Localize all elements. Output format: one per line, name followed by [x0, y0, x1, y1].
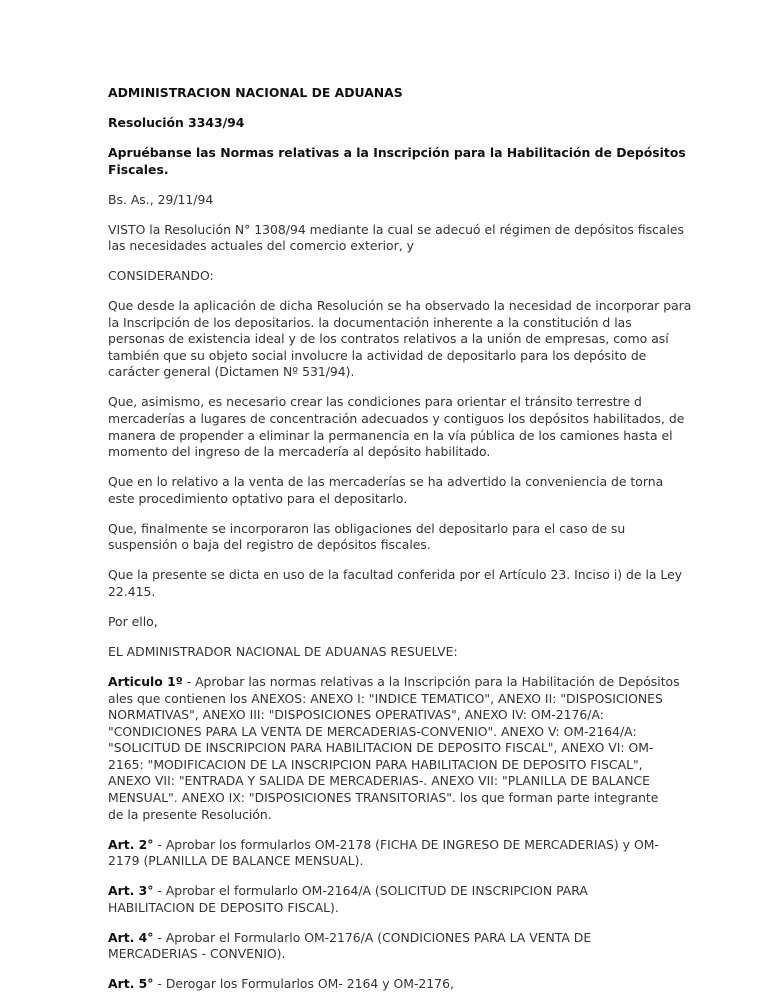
- line-text: las necesidades actuales del comercio exterior, y: [108, 238, 414, 254]
- text-line: [108, 790, 688, 807]
- document-body: [108, 85, 692, 1006]
- paragraph: [108, 614, 688, 631]
- text-line: [108, 115, 688, 132]
- line-text: - Aprobar las normas relativas a la Inscripción para la Habilitación de Depósitos: [182, 673, 680, 689]
- text-line: [108, 757, 688, 774]
- line-text: también que su objeto social involucre la actividad de depositarlo para los depósito de: [108, 347, 647, 363]
- text-line: [108, 331, 688, 348]
- paragraph: [108, 394, 688, 460]
- text-line: [108, 521, 688, 538]
- text-line: [108, 394, 688, 411]
- line-text: Que la presente se dicta en uso de la facultad conferida por el Artículo 23. Inciso i) de la Ley: [108, 567, 683, 583]
- line-text: suspensión o baja del registro de depósitos fiscales.: [108, 537, 431, 553]
- text-line: [108, 315, 688, 332]
- paragraph: [108, 474, 688, 507]
- text-line: [108, 411, 688, 428]
- article-paragraph: [108, 837, 688, 870]
- line-text: Que, asimismo, es necesario crear las condiciones para orientar el tránsito terrestre d: [108, 394, 642, 410]
- document-heading: [108, 85, 688, 102]
- line-text: VISTO la Resolución N° 1308/94 mediante la cual se adecuó el régimen de depósitos fiscales: [108, 221, 684, 237]
- line-text: - Derogar los Formularlos OM- 2164 y OM-2176,: [153, 976, 454, 992]
- line-text: CONSIDERANDO:: [108, 268, 214, 284]
- paragraph: [108, 268, 688, 285]
- text-line: [108, 946, 688, 963]
- text-line: [108, 444, 688, 461]
- line-text: la Inscripción de los depositarios. la documentación inherente a la constitución d las: [108, 314, 632, 330]
- paragraph: [108, 644, 688, 661]
- text-line: [108, 930, 688, 947]
- text-line: [108, 976, 688, 993]
- line-text: MENSUAL". ANEXO IX: "DISPOSICIONES TRANSITORIAS". los que forman parte integrante: [108, 790, 659, 806]
- document-heading: [108, 115, 688, 132]
- text-line: [108, 674, 688, 691]
- line-text: Bs. As., 29/11/94: [108, 191, 214, 207]
- line-text: este procedimiento optativo para el depositarlo.: [108, 490, 408, 506]
- text-line: [108, 773, 688, 790]
- text-line: [108, 298, 692, 315]
- text-line: [108, 145, 688, 162]
- text-line: [108, 348, 688, 365]
- line-text: MERCADERIAS - CONVENIO).: [108, 946, 286, 962]
- line-text: mercaderías a lugares de concentración adecuados y contiguos los depósitos habilitados, de: [108, 411, 685, 427]
- article-number: Art. 4°: [108, 929, 154, 945]
- text-line: [108, 707, 688, 724]
- line-text: Apruébanse las Normas relativas a la Inscripción para la Habilitación de Depósitos: [108, 144, 686, 160]
- article-number: Articulo 1º: [108, 673, 183, 689]
- line-text: carácter general (Dictamen Nº 531/94).: [108, 364, 355, 380]
- line-text: de la presente Resolución.: [108, 806, 272, 822]
- line-text: Que en lo relativo a la venta de las mercaderías se ha advertido la conveniencia de torna: [108, 474, 664, 490]
- line-text: Que, finalmente se incorporaron las obligaciones del depositarlo para el caso de su: [108, 520, 626, 536]
- article-paragraph: [108, 674, 688, 823]
- article-paragraph: [108, 930, 688, 963]
- line-text: 2165: "MODIFICACION DE LA INSCRIPCION PARA HABILITACION DE DEPOSITO FISCAL",: [108, 756, 643, 772]
- line-text: - Aprobar el formularlo OM-2164/A (SOLICITUD DE INSCRIPCION PARA: [153, 883, 588, 899]
- paragraph: [108, 521, 688, 554]
- line-text: Por ello,: [108, 613, 158, 629]
- line-text: Resolución 3343/94: [108, 114, 245, 130]
- document-heading: [108, 145, 688, 178]
- text-line: [108, 192, 688, 209]
- line-text: 2179 (PLANILLA DE BALANCE MENSUAL).: [108, 853, 364, 869]
- paragraph: [108, 192, 688, 209]
- text-line: [108, 644, 688, 661]
- paragraph: [108, 298, 692, 381]
- text-line: [108, 85, 688, 102]
- text-line: [108, 807, 688, 824]
- text-line: [108, 724, 688, 741]
- text-line: [108, 584, 688, 601]
- text-line: [108, 614, 688, 631]
- text-line: [108, 268, 688, 285]
- text-line: [108, 567, 688, 584]
- line-text: "SOLICITUD DE INSCRIPCION PARA HABILITACION DE DEPOSITO FISCAL", ANEXO VI: OM-: [108, 740, 654, 756]
- line-text: manera de propender a eliminar la permanencia en la vía pública de los camiones hasta el: [108, 427, 673, 443]
- text-line: [108, 537, 688, 554]
- line-text: - Aprobar el Formularlo OM-2176/A (CONDICIONES PARA LA VENTA DE: [153, 929, 592, 945]
- line-text: HABILITACION DE DEPOSITO FISCAL).: [108, 899, 339, 915]
- text-line: [108, 691, 688, 708]
- article-number: Art. 3°: [108, 883, 154, 899]
- line-text: ANEXO VII: "ENTRADA Y SALIDA DE MERCADERIAS-. ANEXO VII: "PLANILLA DE BALANCE: [108, 773, 651, 789]
- text-line: [108, 162, 688, 179]
- text-line: [108, 853, 688, 870]
- article-number: Art. 2°: [108, 836, 154, 852]
- text-line: [108, 364, 688, 381]
- line-text: "CONDICIONES PARA LA VENTA DE MERCADERIAS-CONVENIO". ANEXO V: OM-2164/A:: [108, 723, 637, 739]
- line-text: momento del ingreso de la mercadería al depósito habilitado.: [108, 444, 491, 460]
- text-line: [108, 900, 688, 917]
- text-line: [108, 883, 688, 900]
- article-paragraph: [108, 883, 688, 916]
- text-line: [108, 491, 688, 508]
- line-text: Fiscales.: [108, 161, 169, 177]
- line-text: ales que contienen los ANEXOS: ANEXO I: "INDICE TEMATICO", ANEXO II: "DISPOSICIONES: [108, 690, 663, 706]
- article-paragraph: [108, 976, 688, 993]
- paragraph: [108, 567, 688, 600]
- text-line: [108, 474, 688, 491]
- line-text: - Aprobar los formularlos OM-2178 (FICHA DE INGRESO DE MERCADERIAS) y OM-: [153, 836, 659, 852]
- text-line: [108, 837, 688, 854]
- text-line: [108, 238, 688, 255]
- paragraph: [108, 222, 688, 255]
- line-text: ADMINISTRACION NACIONAL DE ADUANAS: [108, 85, 403, 100]
- line-text: NORMATIVAS", ANEXO III: "DISPOSICIONES OPERATIVAS", ANEXO IV: OM-2176/A:: [108, 707, 604, 723]
- text-line: [108, 222, 688, 239]
- text-line: [108, 428, 688, 445]
- line-text: personas de existencia ideal y de los contratos relativos a la unión de empresas, como así: [108, 331, 669, 347]
- line-text: EL ADMINISTRADOR NACIONAL DE ADUANAS RESUELVE:: [108, 643, 458, 659]
- text-line: [108, 740, 688, 757]
- line-text: 22.415.: [108, 583, 156, 599]
- article-number: Art. 5°: [108, 976, 154, 992]
- line-text: Que desde la aplicación de dicha Resolución se ha observado la necesidad de incorporar para: [108, 298, 692, 314]
